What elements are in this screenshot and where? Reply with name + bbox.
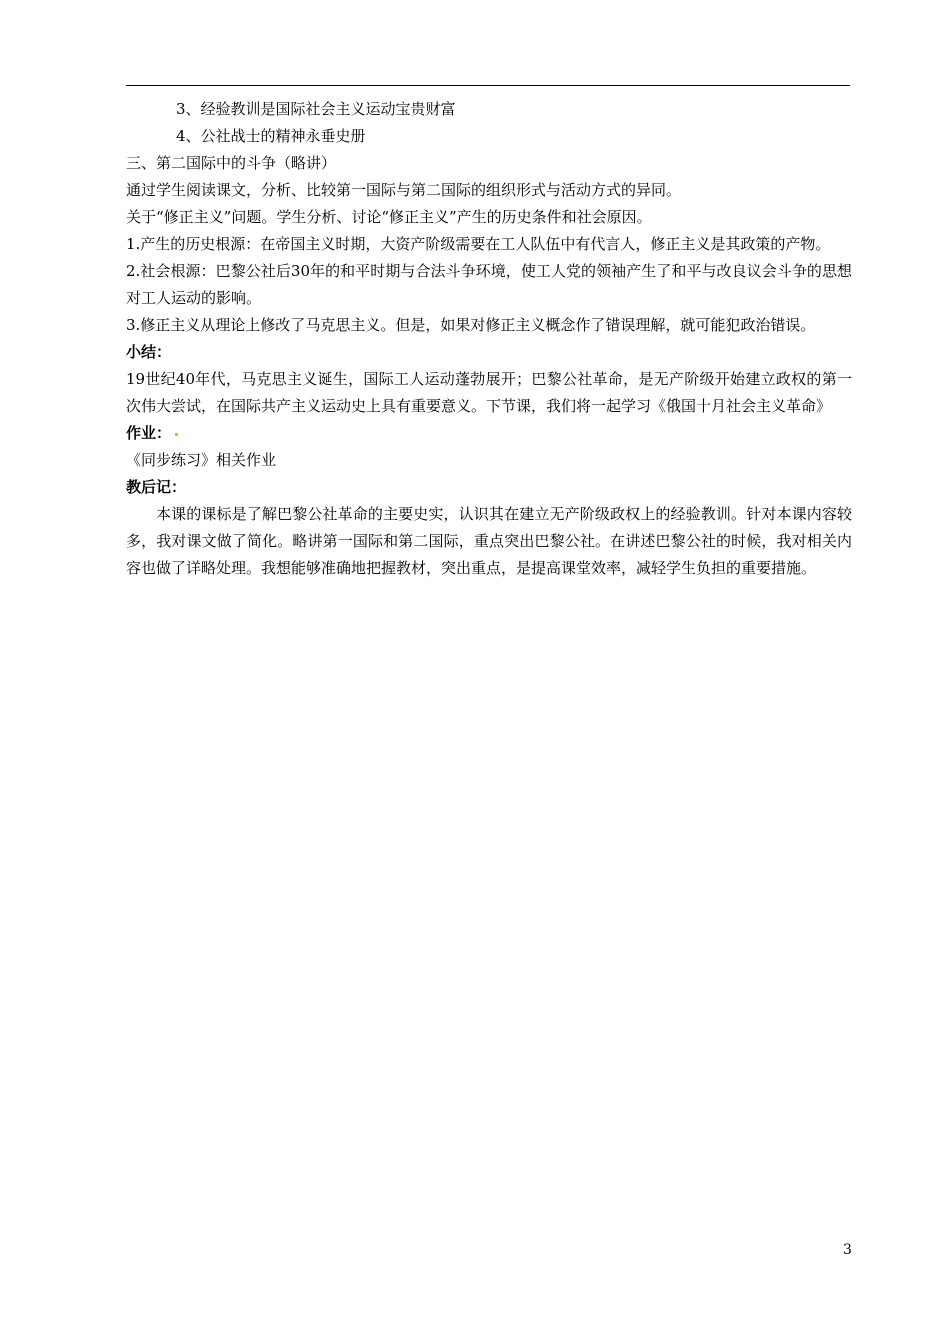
homework-heading: 作业： [126, 424, 172, 442]
reflection-heading: 教后记： [126, 478, 187, 496]
list-item-4: 4、公社战士的精神永垂史册 [176, 127, 366, 145]
homework-heading-line [126, 420, 852, 447]
document-body [126, 96, 852, 582]
section-three-heading: 三、第二国际中的斗争（略讲） [126, 154, 337, 172]
point-2: 2.社会根源：巴黎公社后30年的和平时期与合法斗争环境，使工人党的领袖产生了和平与改良议会斗争的思想对工人运动的影响。 [126, 262, 852, 307]
list-item-3: 3、经验教训是国际社会主义运动宝贵财富 [176, 100, 456, 118]
summary-text: 19世纪40年代，马克思主义诞生，国际工人运动蓬勃展开；巴黎公社革命，是无产阶级开始建立政权的第一次伟大尝试，在国际共产主义运动史上具有重要意义。下节课，我们将一起学习《俄国十月社会主义革命》 [126, 370, 852, 415]
header-rule [126, 85, 850, 86]
homework-text: 《同步练习》相关作业 [126, 451, 277, 469]
intro-paragraph: 通过学生阅读课文，分析、比较第一国际与第二国际的组织形式与活动方式的异同。 [126, 181, 682, 199]
summary-heading: 小结： [126, 343, 172, 361]
reflection-text: 本课的课标是了解巴黎公社革命的主要史实，认识其在建立无产阶级政权上的经验教训。针对本课内容较多，我对课文做了简化。略讲第一国际和第二国际，重点突出巴黎公社。在讲述巴黎公社的时候，我对相关内容也做了详略处理。我想能够准确地把握教材，突出重点，是提高课堂效率，减轻学生负担的重要措施。 [126, 505, 852, 577]
point-1: 1.产生的历史根源：在帝国主义时期，大资产阶级需要在工人队伍中有代言人，修正主义是其政策的产物。 [126, 235, 831, 253]
marker-dot [175, 433, 178, 436]
page-number: 3 [843, 1242, 852, 1258]
revisionism-paragraph: 关于“修正主义”问题。学生分析、讨论“修正主义”产生的历史条件和社会原因。 [126, 208, 652, 226]
point-3: 3.修正主义从理论上修改了马克思主义。但是，如果对修正主义概念作了错误理解，就可能犯政治错误。 [126, 316, 816, 334]
